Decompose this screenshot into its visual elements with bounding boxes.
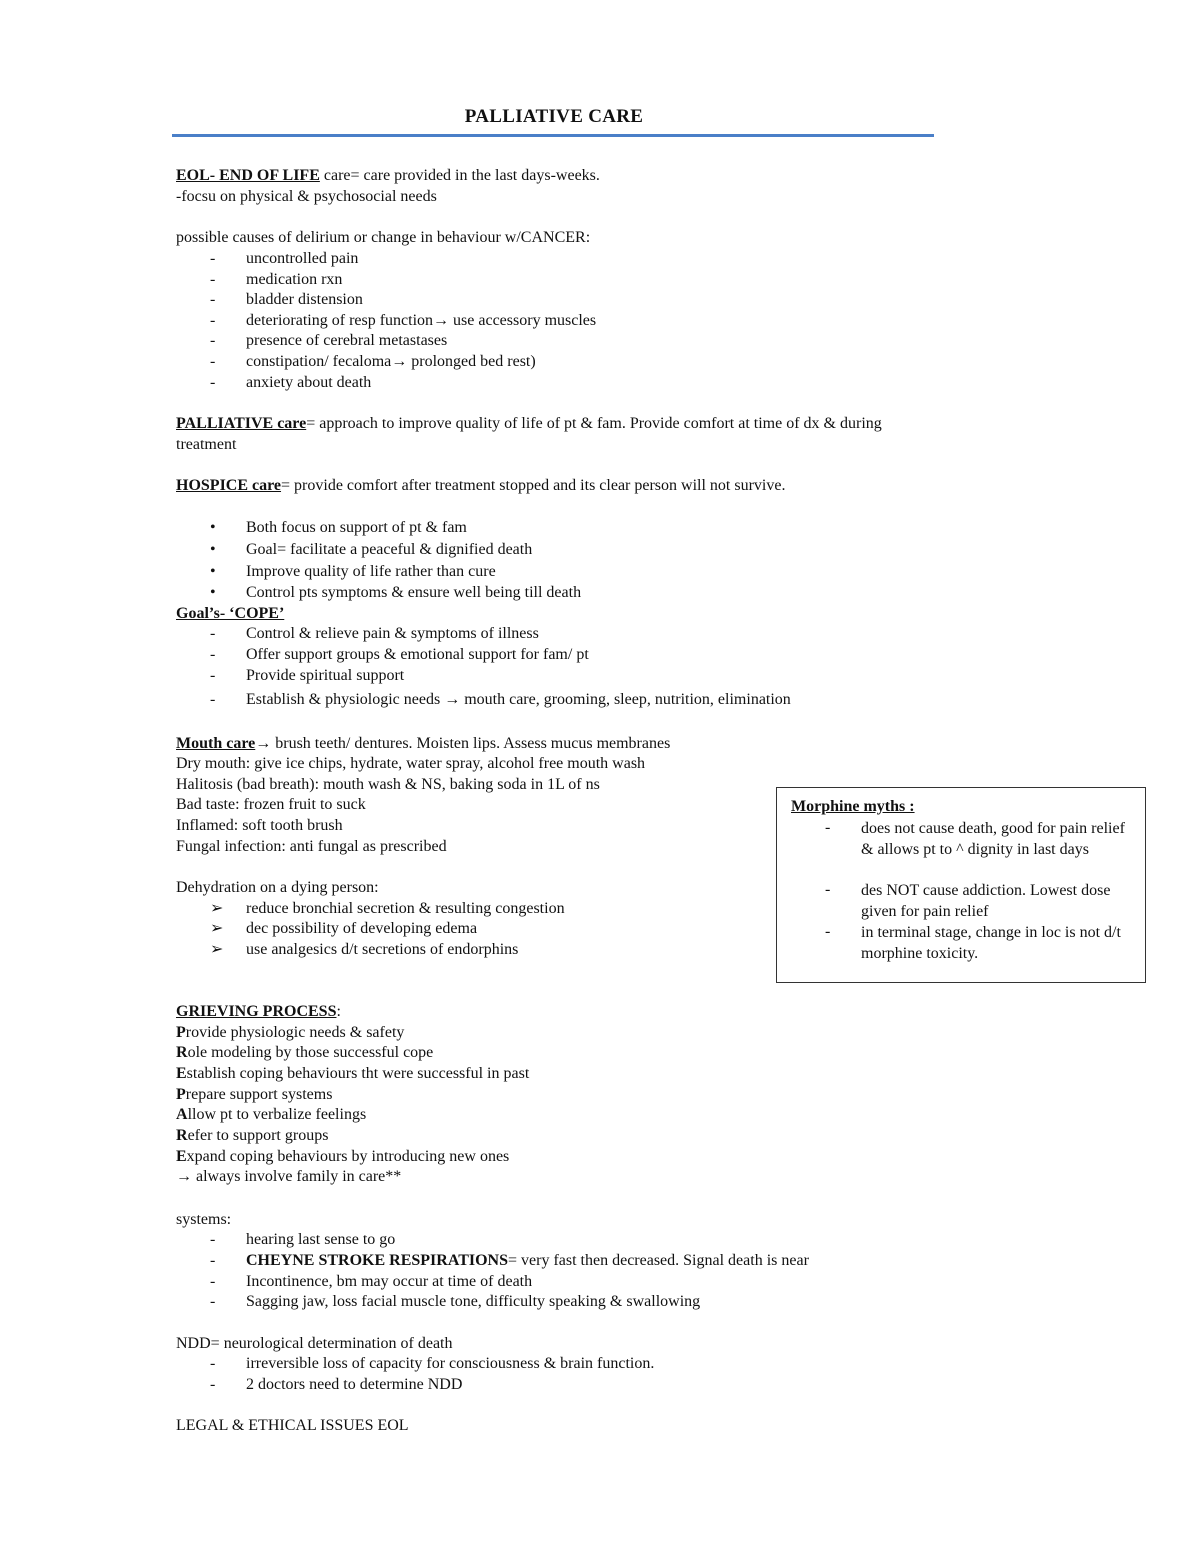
- morphine-myths-box: [776, 787, 1146, 983]
- systems-item: hearing last sense to go: [246, 1231, 396, 1248]
- grieving-rest: llow pt to verbalize feelings: [187, 1106, 367, 1123]
- mouth-care-definition: [176, 734, 670, 754]
- dash-marker: -: [825, 819, 831, 836]
- grieving-rest: xpand coping behaviours by introducing new ones: [186, 1148, 510, 1165]
- grieving-initial: E: [176, 1065, 187, 1082]
- grieving-colon: :: [336, 1003, 341, 1020]
- dash-marker: -: [210, 1231, 216, 1248]
- arrow-bullet-marker: ➢: [210, 920, 224, 937]
- dash-marker: -: [210, 271, 216, 288]
- dash-marker: -: [210, 1293, 216, 1310]
- hospice-bullet: Goal= facilitate a peaceful & dignified death: [246, 541, 533, 558]
- dash-marker: -: [210, 374, 216, 391]
- grieving-line: [176, 1064, 529, 1084]
- bullet-marker: •: [210, 584, 216, 601]
- systems-item: [246, 1251, 809, 1271]
- palliative-heading: PALLIATIVE care: [176, 415, 307, 432]
- dash-marker: -: [210, 1355, 216, 1372]
- grieving-line: [176, 1105, 366, 1125]
- delirium-item: bladder distension: [246, 291, 363, 308]
- systems-item: Incontinence, bm may occur at time of death: [246, 1273, 533, 1290]
- dehydration-item: dec possibility of developing edema: [246, 920, 478, 937]
- palliative-def-text: = approach to improve quality of life of pt & fam. Provide comfort at time of dx & during: [306, 415, 882, 432]
- mouth-care-line: Dry mouth: give ice chips, hydrate, water spray, alcohol free mouth wash: [176, 755, 646, 772]
- morphine-heading: Morphine myths :: [791, 798, 915, 815]
- grieving-initial: A: [176, 1106, 188, 1123]
- grieving-line: [176, 1085, 332, 1105]
- goal-item: Establish & physiologic needs → mouth care, grooming, sleep, nutrition, elimination: [246, 691, 791, 708]
- hospice-bullet: Improve quality of life rather than cure: [246, 563, 496, 580]
- delirium-item: constipation/ fecaloma→ prolonged bed rest): [246, 353, 536, 370]
- grieving-rest: stablish coping behaviours tht were successful in past: [186, 1065, 530, 1082]
- grieving-initial: P: [176, 1024, 186, 1041]
- systems-intro: systems:: [176, 1211, 232, 1228]
- grieving-heading-line: [176, 1002, 341, 1022]
- eol-heading: EOL- END OF LIFE: [176, 167, 320, 184]
- palliative-definition: [176, 414, 882, 434]
- grieving-line: [176, 1126, 328, 1146]
- morphine-item: does not cause death, good for pain relief & allows pt to ^ dignity in last days: [861, 820, 1125, 858]
- hospice-heading: HOSPICE care: [176, 477, 282, 494]
- grieving-line: [176, 1147, 509, 1167]
- morphine-item: in terminal stage, change in loc is not d/t morphine toxicity.: [861, 924, 1121, 962]
- goals-heading: Goal’s- ‘COPE’: [176, 605, 285, 622]
- cheyne-stroke-text: = very fast then decreased. Signal death is near: [507, 1252, 809, 1269]
- grieving-initial: R: [176, 1044, 188, 1061]
- eol-def-text: care= care provided in the last days-weeks.: [319, 167, 600, 184]
- grieving-initial: P: [176, 1086, 186, 1103]
- delirium-item: medication rxn: [246, 271, 343, 288]
- goal-item: Provide spiritual support: [246, 667, 405, 684]
- hospice-definition: [176, 476, 785, 496]
- dehydration-item: reduce bronchial secretion & resulting congestion: [246, 900, 565, 917]
- dehydration-item: use analgesics d/t secretions of endorphins: [246, 941, 519, 958]
- goal-item: Control & relieve pain & symptoms of illness: [246, 625, 539, 642]
- grieving-footer: → always involve family in care**: [176, 1168, 402, 1185]
- goal-item: Offer support groups & emotional support for fam/ pt: [246, 646, 589, 663]
- hospice-bullet: Both focus on support of pt & fam: [246, 519, 467, 536]
- dash-marker: -: [210, 332, 216, 349]
- hospice-def-text: = provide comfort after treatment stopped and its clear person will not survive.: [281, 477, 786, 494]
- systems-item: Sagging jaw, loss facial muscle tone, difficulty speaking & swallowing: [246, 1293, 701, 1310]
- ndd-intro: NDD= neurological determination of death: [176, 1335, 453, 1352]
- dash-marker: -: [210, 667, 216, 684]
- bullet-marker: •: [210, 519, 216, 536]
- grieving-rest: repare support systems: [185, 1086, 333, 1103]
- dash-marker: -: [210, 250, 216, 267]
- dash-marker: -: [210, 1273, 216, 1290]
- grieving-line: [176, 1043, 433, 1063]
- grieving-rest: efer to support groups: [187, 1127, 329, 1144]
- eol-definition: [176, 166, 600, 186]
- morphine-item: des NOT cause addiction. Lowest dose given for pain relief: [861, 882, 1111, 920]
- dash-marker: -: [210, 353, 216, 370]
- cheyne-stroke-label: CHEYNE STROKE RESPIRATIONS: [246, 1252, 508, 1269]
- ndd-item: 2 doctors need to determine NDD: [246, 1376, 463, 1393]
- grieving-initial: R: [176, 1127, 188, 1144]
- dash-marker: -: [210, 291, 216, 308]
- grieving-line: [176, 1023, 404, 1043]
- grieving-initial: E: [176, 1148, 187, 1165]
- arrow-bullet-marker: ➢: [210, 941, 224, 958]
- page-title: PALLIATIVE CARE: [464, 106, 644, 127]
- palliative-line2: treatment: [176, 436, 237, 453]
- dash-marker: -: [210, 691, 216, 708]
- dash-marker: -: [210, 1376, 216, 1393]
- dash-marker: -: [210, 1252, 216, 1269]
- mouth-care-line: Inflamed: soft tooth brush: [176, 817, 343, 834]
- delirium-item: deteriorating of resp function→ use accessory muscles: [246, 312, 597, 329]
- dash-marker: -: [825, 881, 831, 898]
- ndd-item: irreversible loss of capacity for consciousness & brain function.: [246, 1355, 655, 1372]
- delirium-intro: possible causes of delirium or change in behaviour w/CANCER:: [176, 229, 591, 246]
- dehydration-intro: Dehydration on a dying person:: [176, 879, 379, 896]
- legal-ethical-heading: LEGAL & ETHICAL ISSUES EOL: [176, 1417, 409, 1434]
- hospice-bullet: Control pts symptoms & ensure well being till death: [246, 584, 582, 601]
- grieving-heading: GRIEVING PROCESS: [176, 1003, 337, 1020]
- mouth-care-line: Bad taste: frozen fruit to suck: [176, 796, 366, 813]
- eol-focus-line: -focsu on physical & psychosocial needs: [176, 188, 437, 205]
- title-underline-rule: [172, 134, 934, 137]
- mouth-care-def-text: → brush teeth/ dentures. Moisten lips. Assess mucus membranes: [255, 735, 671, 752]
- grieving-rest: ole modeling by those successful cope: [187, 1044, 434, 1061]
- mouth-care-line: Halitosis (bad breath): mouth wash & NS, baking soda in 1L of ns: [176, 776, 600, 793]
- mouth-care-heading: Mouth care: [176, 735, 256, 752]
- delirium-item: presence of cerebral metastases: [246, 332, 448, 349]
- bullet-marker: •: [210, 563, 216, 580]
- dash-marker: -: [825, 923, 831, 940]
- bullet-marker: •: [210, 541, 216, 558]
- delirium-item: uncontrolled pain: [246, 250, 359, 267]
- grieving-rest: rovide physiologic needs & safety: [185, 1024, 405, 1041]
- mouth-care-line: Fungal infection: anti fungal as prescribed: [176, 838, 447, 855]
- dash-marker: -: [210, 646, 216, 663]
- arrow-bullet-marker: ➢: [210, 900, 224, 917]
- dash-marker: -: [210, 625, 216, 642]
- delirium-item: anxiety about death: [246, 374, 372, 391]
- dash-marker: -: [210, 312, 216, 329]
